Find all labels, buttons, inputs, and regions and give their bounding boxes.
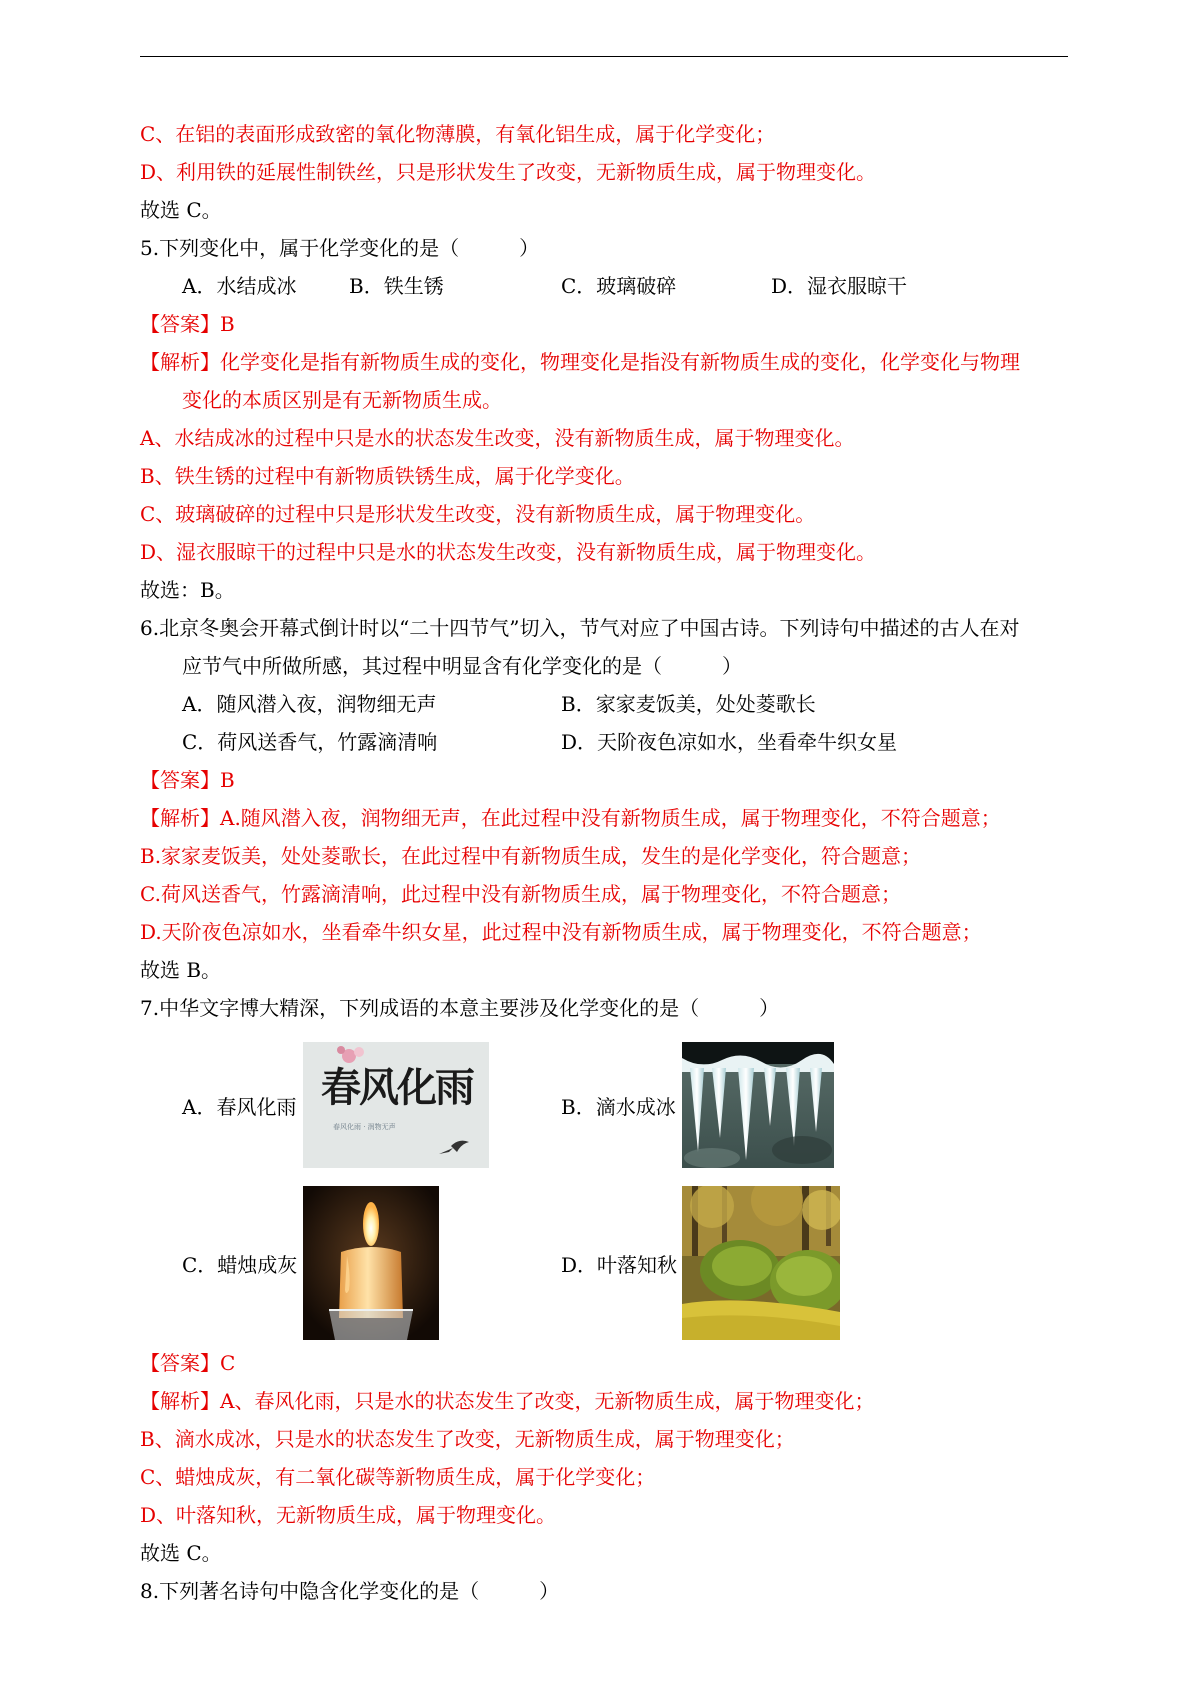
q6-stem-cont: 应节气中所做所感，其过程中明显含有化学变化的是（ ） [182, 654, 742, 678]
autumn-leaves-image [682, 1186, 840, 1340]
q7-option-b: B．滴水成冰 [561, 1095, 676, 1119]
q6-analysis-d: D.天阶夜色凉如水，坐看牵牛织女星，此过程中没有新物质生成，属于物理变化，不符合题意； [140, 920, 982, 944]
q7-image-d-autumn-leaves [682, 1186, 840, 1340]
q7-answer [140, 1350, 235, 1376]
q7-choice: 故选 C。 [140, 1541, 222, 1565]
q7-stem: 7.中华文字博大精深，下列成语的本意主要涉及化学变化的是（ ） [140, 996, 780, 1020]
q5-option-a: A．水结成冰 [182, 274, 297, 298]
q5-option-b: B．铁生锈 [349, 274, 444, 298]
q7-option-c: C．蜡烛成灰 [182, 1253, 298, 1277]
answer-tag: 【答案】 [140, 312, 220, 336]
q5-analysis-c: C、玻璃破碎的过程中只是形状发生改变，没有新物质生成，属于物理变化。 [140, 502, 816, 526]
q5-analysis-d: D、湿衣服晾干的过程中只是水的状态发生改变，没有新物质生成，属于物理变化。 [140, 540, 877, 564]
q7-analysis-b: B、滴水成冰，只是水的状态发生了改变，无新物质生成，属于物理变化； [140, 1427, 795, 1451]
q6-option-b: B．家家麦饭美，处处菱歌长 [561, 692, 816, 716]
answer-value: B [220, 312, 235, 336]
analysis-tag: 【解析】 [140, 806, 220, 830]
q6-stem: 6.北京冬奥会开幕式倒计时以“二十四节气”切入，节气对应了中国古诗。下列诗句中描述的古人在对 [140, 616, 1020, 640]
q5-analysis-text: 化学变化是指有新物质生成的变化，物理变化是指没有新物质生成的变化，化学变化与物理 [220, 350, 1020, 374]
q5-stem: 5.下列变化中，属于化学变化的是（ ） [140, 236, 540, 260]
prev-choice: 故选 C。 [140, 198, 222, 222]
q6-analysis [140, 805, 1001, 831]
header-rule [140, 56, 1068, 57]
answer-tag: 【答案】 [140, 1351, 220, 1375]
q5-analysis-a: A、水结成冰的过程中只是水的状态发生改变，没有新物质生成，属于物理变化。 [140, 426, 855, 450]
prev-analysis-d: D、利用铁的延展性制铁丝，只是形状发生了改变，无新物质生成，属于物理变化。 [140, 160, 877, 184]
q7-analysis-a: A、春风化雨，只是水的状态发生了改变，无新物质生成，属于物理变化； [220, 1389, 875, 1413]
q5-option-d: D．湿衣服晾干 [771, 274, 908, 298]
q7-option-a: A．春风化雨 [182, 1095, 297, 1119]
answer-value: B [220, 768, 235, 792]
q5-choice: 故选：B。 [140, 578, 235, 602]
q5-analysis-cont: 变化的本质区别是有无新物质生成。 [182, 388, 502, 412]
candle-image [303, 1186, 439, 1340]
q6-option-d: D．天阶夜色凉如水，坐看牵牛织女星 [561, 730, 898, 754]
q6-analysis-a: A.随风潜入夜，润物细无声，在此过程中没有新物质生成，属于物理变化，不符合题意； [220, 806, 1001, 830]
calligraphy-title: 春风化雨 [321, 1064, 473, 1111]
q6-option-c: C．荷风送香气，竹露滴清响 [182, 730, 438, 754]
q5-analysis [140, 349, 1020, 375]
q7-analysis [140, 1388, 874, 1414]
q5-option-c: C．玻璃破碎 [561, 274, 677, 298]
q5-answer [140, 311, 235, 337]
q6-option-a: A．随风潜入夜，润物细无声 [182, 692, 437, 716]
q6-answer [140, 767, 235, 793]
q6-analysis-c: C.荷风送香气，竹露滴清响，此过程中没有新物质生成，属于物理变化，不符合题意； [140, 882, 901, 906]
answer-tag: 【答案】 [140, 768, 220, 792]
analysis-tag: 【解析】 [140, 1389, 220, 1413]
q6-choice: 故选 B。 [140, 958, 222, 982]
calligraphy-caption: 春风化雨 · 润物无声 [333, 1123, 396, 1131]
q6-analysis-b: B.家家麦饭美，处处菱歌长，在此过程中有新物质生成，发生的是化学变化，符合题意； [140, 844, 922, 868]
q7-analysis-c: C、蜡烛成灰，有二氧化碳等新物质生成，属于化学变化； [140, 1465, 656, 1489]
q7-option-d: D．叶落知秋 [561, 1253, 678, 1277]
q8-stem: 8.下列著名诗句中隐含化学变化的是（ ） [140, 1579, 560, 1603]
q7-image-c-candle [303, 1186, 439, 1340]
q5-analysis-b: B、铁生锈的过程中有新物质铁锈生成，属于化学变化。 [140, 464, 635, 488]
icicles-image [682, 1042, 834, 1168]
q7-image-a-spring-breeze [303, 1042, 489, 1168]
analysis-tag: 【解析】 [140, 350, 220, 374]
prev-analysis-c: C、在铝的表面形成致密的氧化物薄膜，有氧化铝生成，属于化学变化； [140, 122, 776, 146]
q7-image-b-icicles [682, 1042, 834, 1168]
answer-value: C [220, 1351, 236, 1375]
q7-analysis-d: D、叶落知秋，无新物质生成，属于物理变化。 [140, 1503, 557, 1527]
